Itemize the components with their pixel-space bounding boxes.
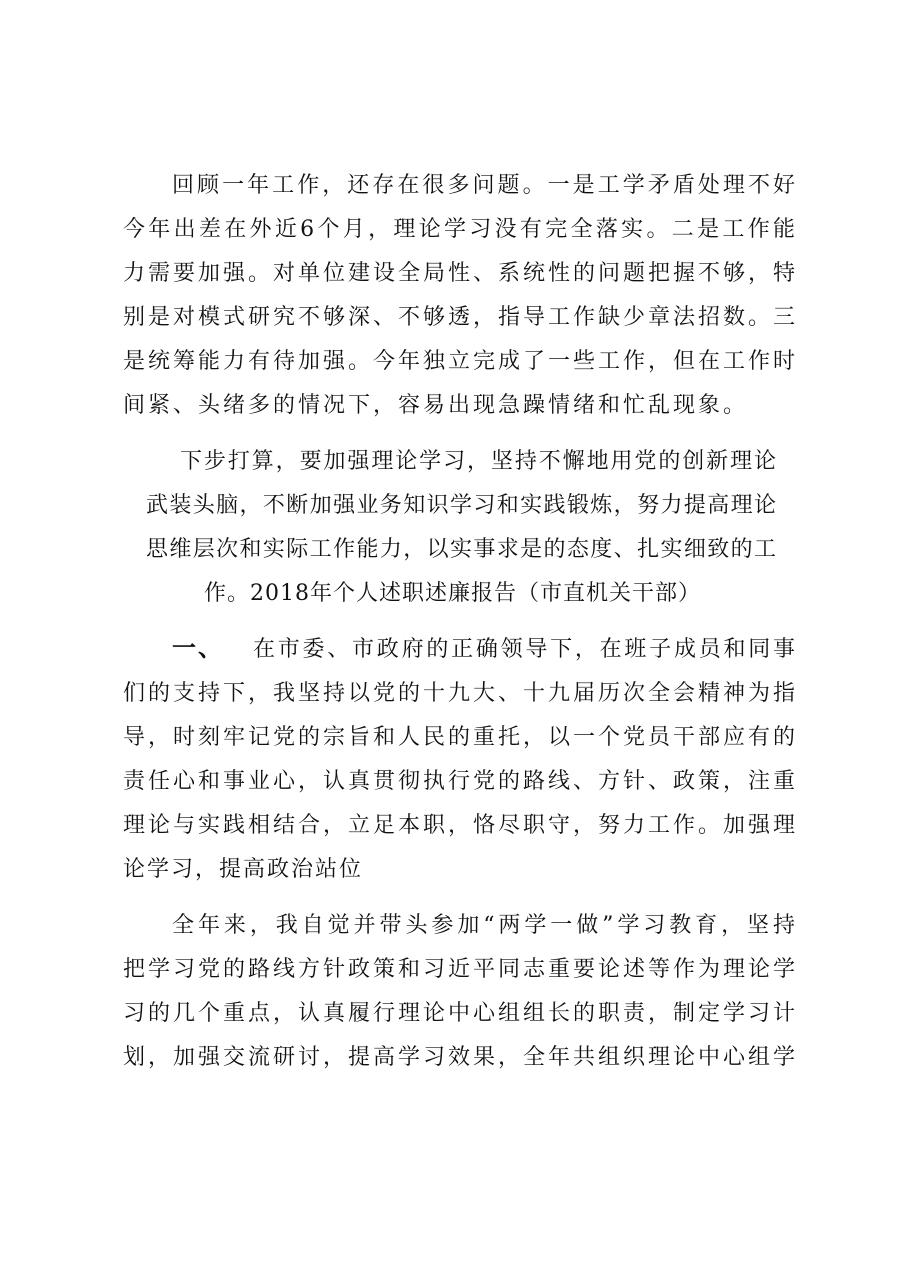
paragraph-4-line-2: 把学习党的路线方针政策和习近平同志重要论述等作为理论学 [123, 957, 795, 982]
paragraph-4-line-1: 全年来，我自觉并带头参加“两学一做”学习教育，坚持 [172, 913, 795, 938]
paragraph-1-line-1: 回顾一年工作，还存在很多问题。一是工学矛盾处理不好 [172, 173, 795, 198]
paragraph-3-line-3: 导，时刻牢记党的宗旨和人民的重托，以一个党员干部应有的 [123, 725, 795, 750]
paragraph-1-line-5: 是统筹能力有待加强。今年独立完成了一些工作，但在工作时 [123, 349, 795, 374]
paragraph-1-line-3: 力需要加强。对单位建设全局性、系统性的问题把握不够，特 [123, 261, 795, 286]
report-title-line: 作。2018年个人述职述廉报告（市直机关干部） [204, 581, 701, 606]
section-marker: 一、 [172, 633, 224, 662]
paragraph-1-line-2: 今年出差在外近6个月，理论学习没有完全落实。二是工作能 [123, 217, 795, 242]
paragraph-4-line-4: 划，加强交流研讨，提高学习效果，全年共组织理论中心组学 [123, 1045, 795, 1070]
paragraph-1-line-6: 间紧、头绪多的情况下，容易出现急躁情绪和忙乱现象。 [123, 393, 749, 418]
paragraph-2-line-3: 思维层次和实际工作能力，以实事求是的态度、扎实细致的工 [146, 537, 776, 562]
paragraph-3-line-2: 们的支持下，我坚持以党的十九大、十九届历次全会精神为指 [123, 681, 795, 706]
paragraph-2-line-2: 武装头脑，不断加强业务知识学习和实践锻炼，努力提高理论 [146, 493, 776, 518]
paragraph-3-line-6: 论学习，提高政治站位 [123, 857, 364, 882]
paragraph-3-line-4: 责任心和事业心，认真贯彻执行党的路线、方针、政策，注重 [123, 769, 795, 794]
paragraph-2-line-1: 下步打算，要加强理论学习，坚持不懈地用党的创新理论 [180, 449, 776, 474]
paragraph-1-line-4: 别是对模式研究不够深、不够透，指导工作缺少章法招数。三 [123, 305, 795, 330]
paragraph-3-line-1: 在市委、市政府的正确领导下，在班子成员和同事 [253, 637, 795, 662]
paragraph-3-line-5: 理论与实践相结合，立足本职，恪尽职守，努力工作。加强理 [123, 813, 795, 838]
paragraph-4-line-3: 习的几个重点，认真履行理论中心组组长的职责，制定学习计 [123, 1001, 795, 1026]
